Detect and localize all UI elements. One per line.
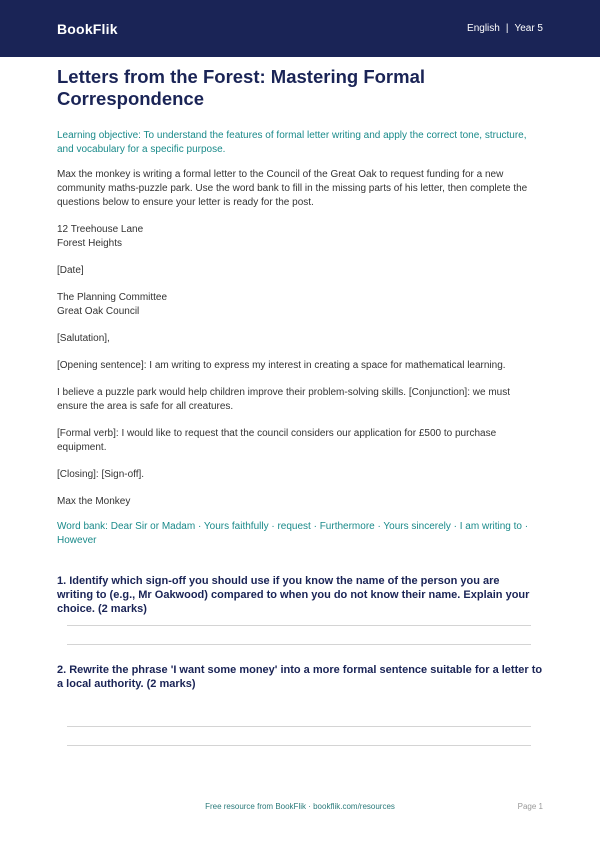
address-line: Forest Heights — [57, 238, 123, 249]
answer-line-q1[interactable] — [67, 644, 531, 645]
page-number: Page 1 — [517, 802, 543, 811]
subject-year-label — [467, 23, 543, 34]
recipient-line: The Planning Committee — [57, 292, 168, 303]
answer-line-q2[interactable] — [67, 726, 531, 727]
worksheet-content — [57, 66, 533, 616]
footer-credit-link[interactable]: Free resource from BookFlik · bookflik.com/resources — [205, 802, 395, 811]
recipient-address — [57, 291, 533, 319]
word-bank: Word bank: Dear Sir or Madam · Yours faithfully · request · Furthermore · Yours sincerely · I am writing to · However — [57, 521, 529, 546]
question-2: 2. Rewrite the phrase 'I want some money' into a more formal sentence suitable for a letter to a local authority. (2 marks) — [57, 664, 543, 690]
answer-line-q1[interactable] — [67, 625, 531, 626]
question-1: 1. Identify which sign-off you should use if you know the name of the person you are writing to (e.g., Mr Oakwood) compared to when you do not know their name. Explain your choice. (2 marks) — [57, 575, 530, 615]
answer-line-q2[interactable] — [67, 745, 531, 746]
address-line: 12 Treehouse Lane — [57, 224, 144, 235]
letter-opening: [Opening sentence]: I am writing to express my interest in creating a space for mathematical learning. — [57, 360, 506, 371]
intro-paragraph: Max the monkey is writing a formal letter to the Council of the Great Oak to request funding for a new community maths-puzzle park. Use the word bank to fill in the missing parts of his letter, then complete the questions below to ensure your letter is ready for the post. — [57, 169, 528, 208]
brand-logo[interactable]: BookFlik — [57, 20, 118, 37]
learning-objective: Learning objective: To understand the features of formal letter writing and apply the correct tone, structure, and vocabulary for a specific purpose. — [57, 130, 527, 155]
year-label: Year 5 — [514, 23, 543, 34]
letter-body-paragraph: I believe a puzzle park would help children improve their problem-solving skills. [Conjunction]: we must ensure the area is safe for all creatures. — [57, 387, 510, 412]
meta-separator: | — [505, 23, 509, 34]
letter-body-paragraph: [Formal verb]: I would like to request that the council considers our application for £500 to purchase equipment. — [57, 428, 497, 453]
subject-label: English — [467, 23, 500, 34]
letter-signature: Max the Monkey — [57, 496, 131, 507]
letter-date: [Date] — [57, 265, 84, 276]
recipient-line: Great Oak Council — [57, 306, 140, 317]
header-bar — [0, 0, 600, 57]
letter-closing: [Closing]: [Sign-off]. — [57, 469, 145, 480]
page-title: Letters from the Forest: Mastering Formal Correspondence — [57, 66, 426, 109]
letter-salutation: [Salutation], — [57, 333, 110, 344]
sender-address — [57, 223, 533, 251]
